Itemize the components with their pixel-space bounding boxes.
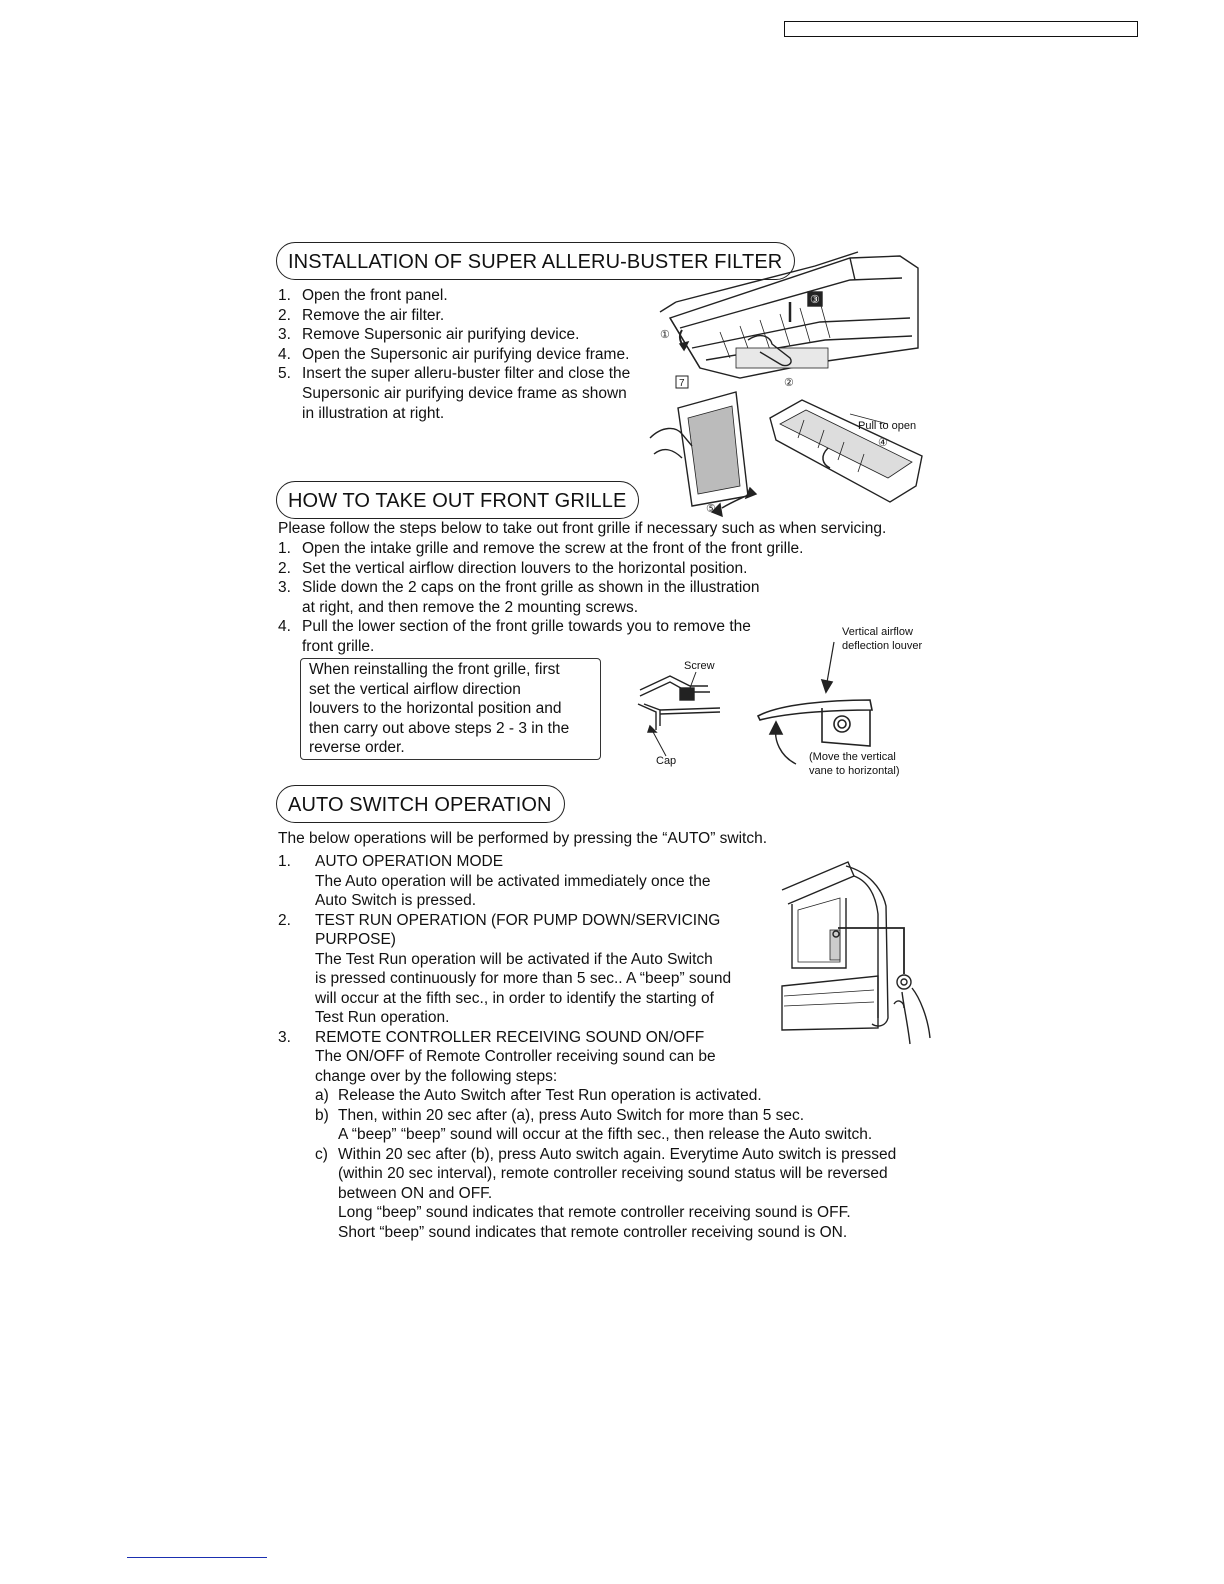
marker-2: ②	[784, 377, 794, 389]
grille-step: 4. Pull the lower section of the front grille towards you to remove the front grille.	[278, 618, 751, 655]
cap-label: Cap	[656, 755, 677, 767]
cap-screw-illustration	[630, 660, 740, 770]
screw-label: Screw	[684, 660, 715, 672]
auto-sub-c: c) Within 20 sec after (b), press Auto switch again. Everytime Auto switch is pressed (within 20 sec interval), remote controller receiving sound status will be reversed between ON and OFF. Long “beep” sound indicates that remote controller receiving sound is OFF. Short “beep” sound indicates that remote controller receiving sound is ON.	[315, 1145, 897, 1241]
footer-link-line	[127, 1557, 267, 1558]
filter-step: 5. Insert the super alleru-buster filter and close the Supersonic air purifying device frame as shown in illustration at right.	[278, 365, 631, 422]
filter-step: 2. Remove the air filter.	[278, 306, 445, 324]
auto-item-2: 2. TEST RUN OPERATION (FOR PUMP DOWN/SERVICING PURPOSE) The Test Run operation will be activated if the Auto Switch is pressed continuously for more than 5 sec.. A “beep” sound will occur at the fifth sec., in order to identify the starting of Test Run operation.	[278, 911, 732, 1026]
marker-7: 7	[679, 378, 685, 389]
reinstall-note: When reinstalling the front grille, first set the vertical airflow direction louvers to the horizontal position and then carry out above steps 2 - 3 in the reverse order.	[300, 658, 601, 760]
auto-sub-b: b) Then, within 20 sec after (a), press Auto Switch for more than 5 sec. A “beep” “beep” sound will occur at the fifth sec., then release the Auto switch.	[315, 1106, 873, 1143]
filter-step: 1. Open the front panel.	[278, 287, 448, 304]
auto-switch-illustration	[778, 858, 938, 1048]
marker-3: ③	[810, 294, 820, 306]
grille-step: 1. Open the intake grille and remove the screw at the front of the front grille.	[278, 540, 804, 557]
section-title-filter: INSTALLATION OF SUPER ALLERU-BUSTER FILTER	[276, 242, 795, 280]
header-box	[784, 21, 1138, 37]
grille-steps	[278, 539, 803, 657]
louver-label: Vertical airflow deflection louver	[842, 626, 923, 652]
marker-4: ④	[878, 437, 888, 449]
auto-sub-a: a) Release the Auto Switch after Test Run operation is activated.	[315, 1087, 762, 1104]
grille-intro: Please follow the steps below to take out front grille if necessary such as when servicing.	[278, 520, 887, 537]
marker-5: ⑤	[706, 503, 716, 515]
section-title-auto: AUTO SWITCH OPERATION	[276, 785, 565, 823]
filter-steps	[278, 286, 630, 423]
filter-step: 4. Open the Supersonic air purifying device frame.	[278, 345, 630, 363]
filter-illustration	[640, 240, 940, 520]
filter-step: 3. Remove Supersonic air purifying device.	[278, 326, 580, 344]
section-title-grille: HOW TO TAKE OUT FRONT GRILLE	[276, 481, 639, 519]
grille-step: 2. Set the vertical airflow direction louvers to the horizontal position.	[278, 559, 748, 577]
move-vane-label: (Move the vertical vane to horizontal)	[809, 751, 900, 777]
grille-step: 3. Slide down the 2 caps on the front grille as shown in the illustration at right, and then remove the 2 mounting screws.	[278, 579, 760, 616]
auto-item-3: 3. REMOTE CONTROLLER RECEIVING SOUND ON/OFF The ON/OFF of Remote Controller receiving sound can be change over by the following steps: a) Release the Auto Switch after Test Run operation is activated. b) Then, within 20 sec after (a), press Auto Switch for more than 5 sec. A “beep” “beep” sound will occur at the fifth sec., then release the Auto switch. c) Within 20 sec after (b), press Auto switch again. Everytime Auto switch is pressed (within 20 sec interval), remote controller receiving sound status will be reversed between ON and OFF. Long “beep” sound indicates that remote controller receiving sound is OFF. Short “beep” sound indicates that remote controller receiving sound is ON.	[278, 1028, 938, 1243]
marker-1: ①	[660, 329, 670, 341]
pull-to-open-label: Pull to open	[858, 420, 917, 432]
auto-intro: The below operations will be performed by pressing the “AUTO” switch.	[278, 830, 768, 847]
auto-item-1: 1. AUTO OPERATION MODE The Auto operation will be activated immediately once the Auto Switch is pressed.	[278, 853, 711, 909]
